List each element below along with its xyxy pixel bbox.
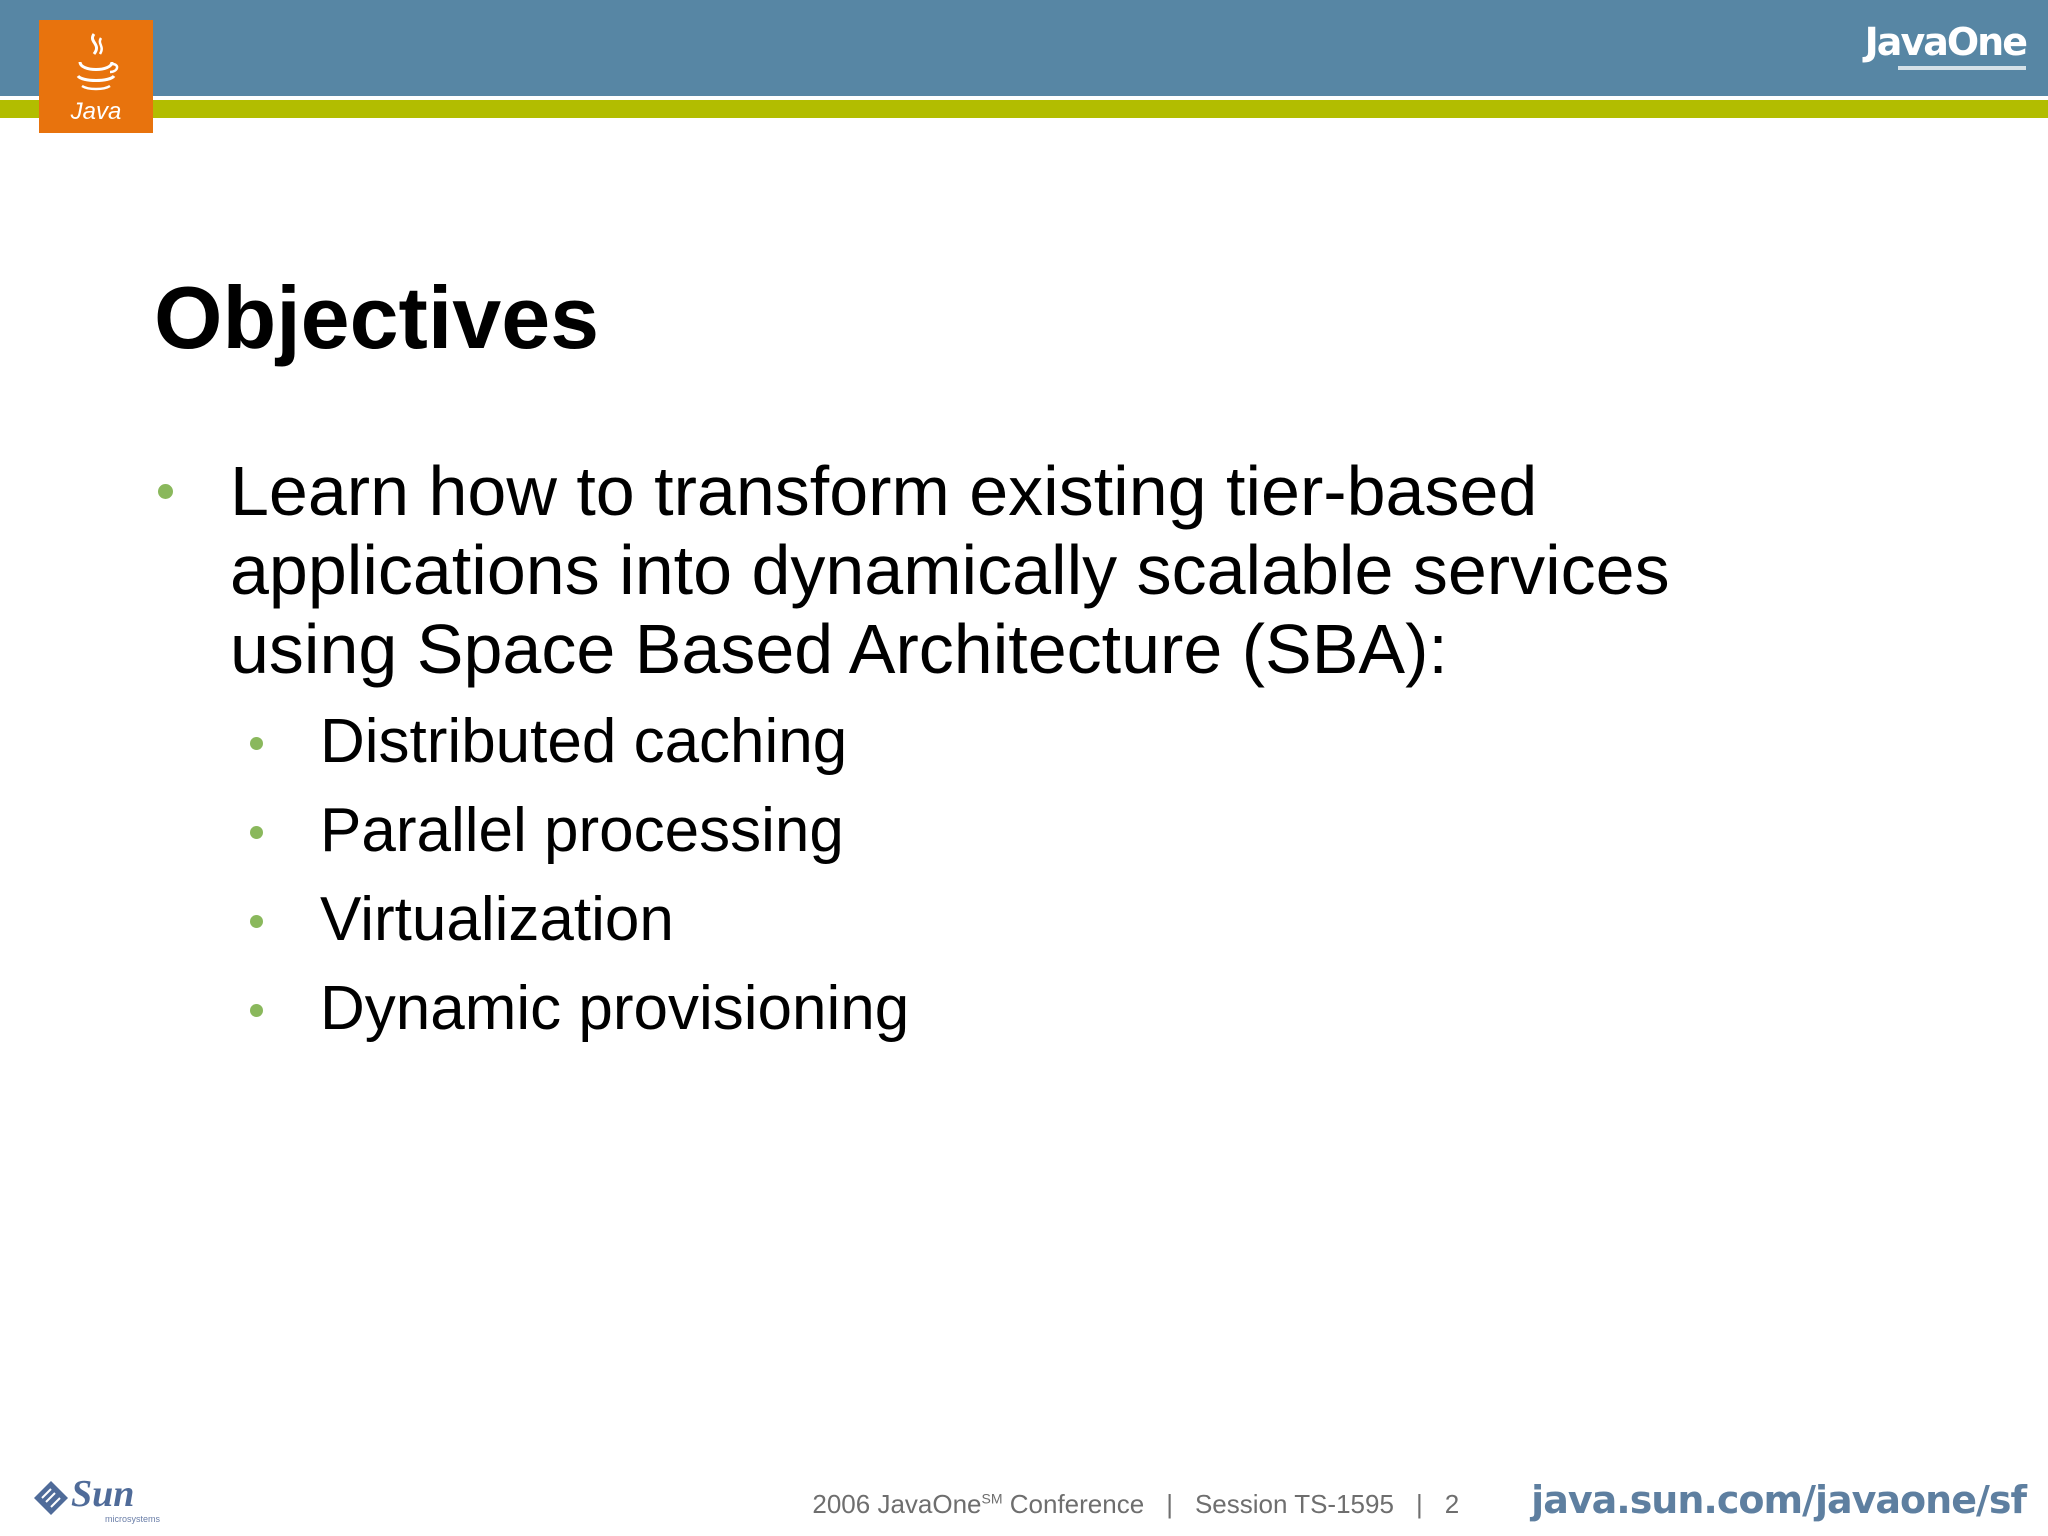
footer-conference: Conference bbox=[1009, 1489, 1145, 1519]
bullet-line: applications into dynamically scalable services bbox=[230, 531, 1670, 609]
bullet-dot-icon bbox=[250, 737, 263, 750]
sub-bullet-text: Parallel processing bbox=[320, 796, 844, 865]
sub-bullet-item bbox=[244, 964, 1954, 1053]
footer-url: java.sun.com/javaone/sf bbox=[1531, 1478, 2026, 1522]
footer-session: Session TS-1595 bbox=[1194, 1489, 1394, 1519]
slide-title: Objectives bbox=[154, 268, 600, 367]
bullet-line: Learn how to transform existing tier-based bbox=[230, 452, 1538, 530]
coffee-cup-icon bbox=[72, 30, 120, 96]
footer-event: 2006 JavaOne bbox=[812, 1489, 982, 1519]
javaone-logo bbox=[1865, 20, 2026, 70]
sub-bullet-text: Dynamic provisioning bbox=[320, 974, 910, 1043]
sub-bullet-item bbox=[244, 697, 1954, 786]
bullet-line: using Space Based Architecture (SBA): bbox=[230, 610, 1448, 688]
sub-bullet-item bbox=[244, 786, 1954, 875]
sub-bullet-text: Distributed caching bbox=[320, 707, 848, 776]
footer-separator: | bbox=[1415, 1489, 1423, 1519]
footer-separator: | bbox=[1166, 1489, 1173, 1519]
header-band bbox=[0, 0, 2048, 96]
footer bbox=[812, 1478, 2026, 1522]
page-number: 2 bbox=[1444, 1489, 1460, 1519]
header-rule bbox=[0, 100, 2048, 118]
sun-diamond-icon bbox=[33, 1480, 69, 1516]
sun-logo-subtext: microsystems bbox=[105, 1514, 161, 1524]
sub-bullet-item bbox=[244, 875, 1954, 964]
service-mark: SM bbox=[981, 1490, 1003, 1507]
sub-bullet-list bbox=[230, 697, 1954, 1053]
bullet-item bbox=[154, 452, 1954, 1053]
bullet-dot-icon bbox=[250, 826, 263, 839]
bullet-dot-icon bbox=[250, 1004, 263, 1017]
java-logo bbox=[39, 20, 153, 133]
javaone-logo-text: JavaOne bbox=[1864, 20, 2026, 64]
footer-info bbox=[812, 1489, 1459, 1520]
sub-bullet-text: Virtualization bbox=[320, 885, 674, 954]
sun-logo-text: Sun bbox=[71, 1473, 135, 1515]
bullet-dot-icon bbox=[158, 484, 173, 499]
bullet-dot-icon bbox=[250, 915, 263, 928]
javaone-tagline-bar bbox=[1898, 66, 2026, 70]
bullet-list bbox=[154, 452, 1954, 1053]
java-logo-text: Java bbox=[70, 98, 122, 125]
